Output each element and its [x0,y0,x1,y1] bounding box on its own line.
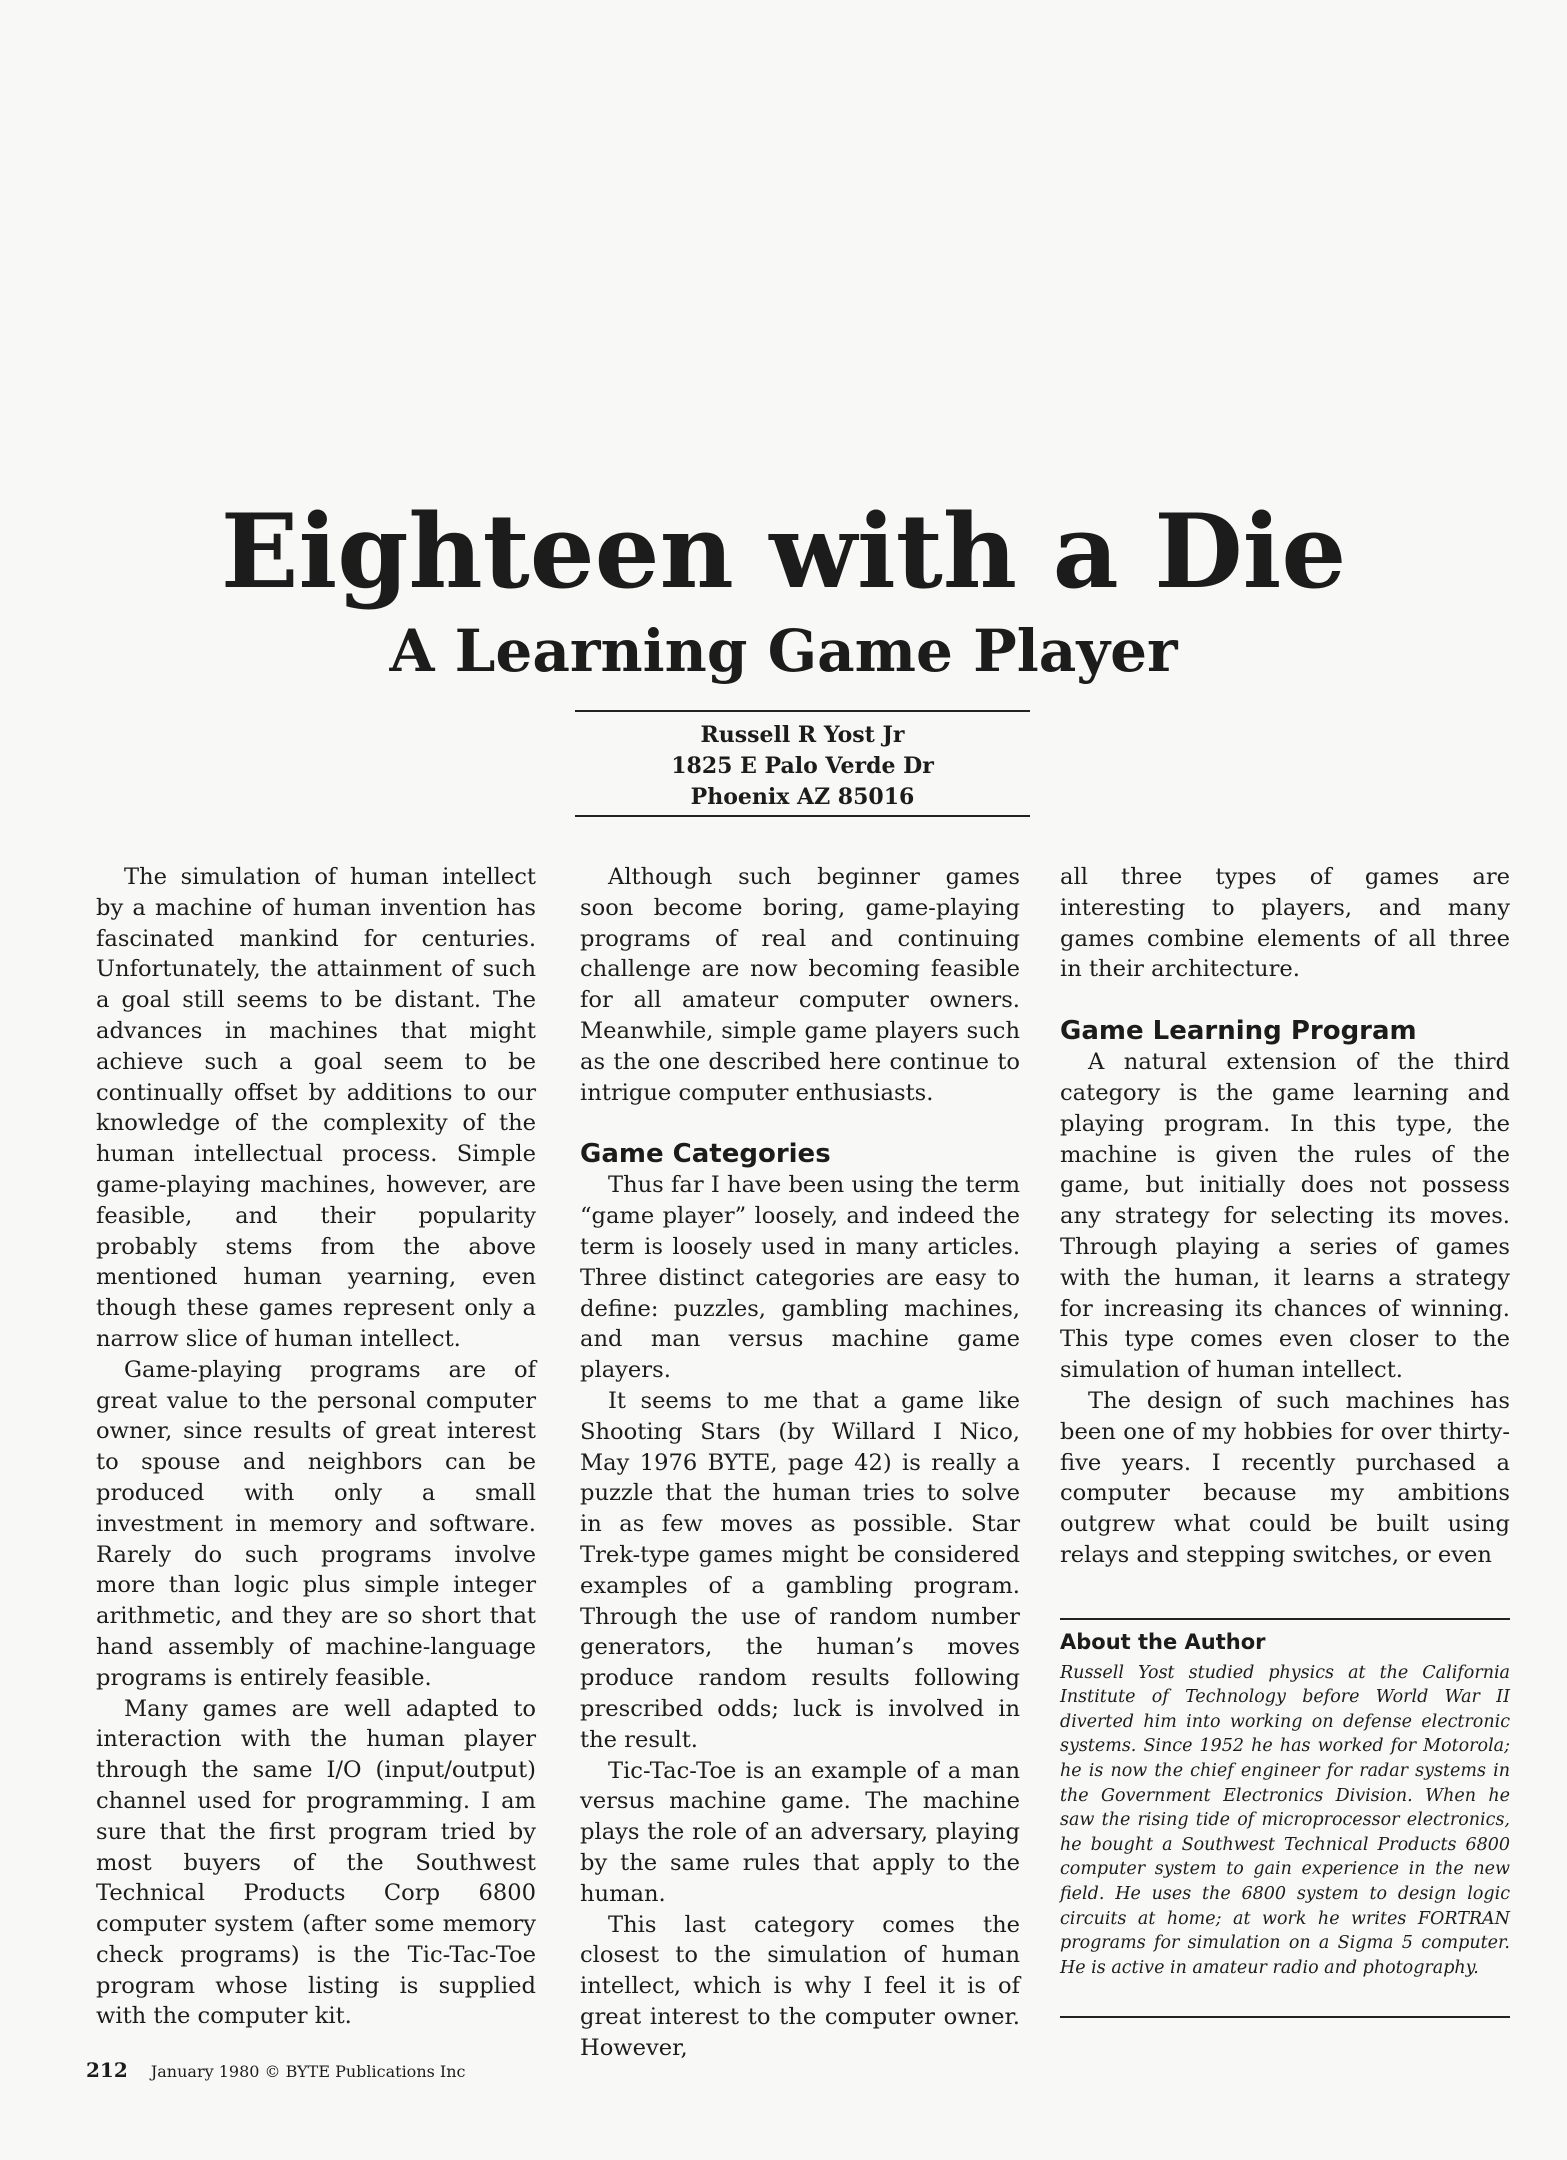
section-heading: Game Categories [580,1139,831,1170]
paragraph: It seems to me that a game like Shooting Stars (by Willard I Nico, May 1976 BYTE, page 42) is really a puzzle that the human tries to solve in as few moves as possible. Star Trek-type games might be considered examples of a gambling program. Through the use of random number generators, the human’s moves produce random results following prescribed odds; luck is involved in the result. [580,1387,1020,1753]
byline [575,720,1030,813]
about-text: Russell Yost studied physics at the California Institute of Technology before World War II diverted him into working on defense electronic systems. Since 1952 he has worked for Motorola; he is now the chief engineer for radar systems in the Government Electronics Division. When he saw the rising tide of microprocessor electronics, he bought a Southwest Technical Products 6800 computer system to gain experience in the new field. He uses the 6800 system to design logic circuits at home; at work he writes FORTRAN programs for simulation on a Sigma 5 computer. He is active in amateur radio and photography. [1060,1662,1510,1978]
byline-top-rule [575,710,1030,712]
paragraph: Although such beginner games soon become boring, game-playing programs of real and continuing challenge are now becoming feasible for all amateur computer owners. Meanwhile, simple game players such as the one described here continue to intrigue computer enthusiasts. [580,864,1020,1106]
paragraph: Tic-Tac-Toe is an example of a man versus machine game. The machine plays the role of an adversary, playing by the same rules that apply to the human. [580,1757,1020,1907]
paragraph: all three types of games are interesting to players, and many games combine elements of all three in their architecture. [1060,864,1510,983]
column-3 [1060,862,1510,1571]
about-heading: About the Author [1060,1630,1266,1654]
paragraph: This last category comes the closest to the simulation of human intellect, which is why I feel it is of great interest to the computer owner. However, [580,1911,1020,2061]
article-subtitle: A Learning Game Player [389,617,1178,685]
byline-bottom-rule [575,815,1030,817]
about-the-author [1060,1630,1510,1980]
paragraph: The design of such machines has been one of my hobbies for over thirty-five years. I recently purchased a computer because my ambitions outgrew what could be built using relays and stepping switches, or even [1060,1387,1510,1568]
paragraph: Thus far I have been using the term “game player” loosely, and indeed the term is loosely used in many articles. Three distinct categories are easy to define: puzzles, gambling machines, and man versus machine game players. [580,1172,1020,1384]
author-street: 1825 E Palo Verde Dr [671,753,934,779]
column-2 [580,862,1020,2063]
author-city: Phoenix AZ 85016 [690,784,915,810]
section-heading: Game Learning Program [1060,1016,1417,1047]
paragraph: Many games are well adapted to interaction with the human player through the same I/O (input/output) channel used for programming. I am sure that the first program tried by most buyers of the Southwest Technical Products Corp 6800 computer system (after some memory check programs) is the Tic-Tac-Toe program whose listing is supplied with the computer kit. [96,1695,536,2030]
paragraph: A natural extension of the third category is the game learning and playing program. In this type, the machine is given the rules of the game, but initially does not possess any strategy for selecting its moves. Through playing a series of games with the human, it learns a strategy for increasing its chances of winning. This type comes even closer to the simulation of human intellect. [1060,1049,1510,1384]
about-bottom-rule [1060,2016,1510,2018]
paragraph: Game-playing programs are of great value to the personal computer owner, since results of great interest to spouse and neighbors can be produced with only a small investment in memory and software. Rarely do such programs involve more than logic plus simple integer arithmetic, and they are so short that hand assembly of machine-language programs is entirely feasible. [96,1356,536,1691]
page-footer [86,2058,466,2084]
footer-info: January 1980 © BYTE Publications Inc [150,2062,466,2081]
column-1 [96,862,536,2032]
article-title: Eighteen with a Die [220,492,1347,612]
page-number: 212 [86,2058,128,2082]
paragraph: The simulation of human intellect by a machine of human invention has fascinated mankind for centuries. Unfortunately, the attainment of such a goal still seems to be distant. The advances in machines that might achieve such a goal seem to be continually offset by additions to our knowledge of the complexity of the human intellectual process. Simple game-playing machines, however, are feasible, and their popularity probably stems from the above mentioned human yearning, even though these games represent only a narrow slice of human intellect. [96,864,536,1352]
about-top-rule [1060,1618,1510,1620]
author-name: Russell R Yost Jr [700,722,905,748]
